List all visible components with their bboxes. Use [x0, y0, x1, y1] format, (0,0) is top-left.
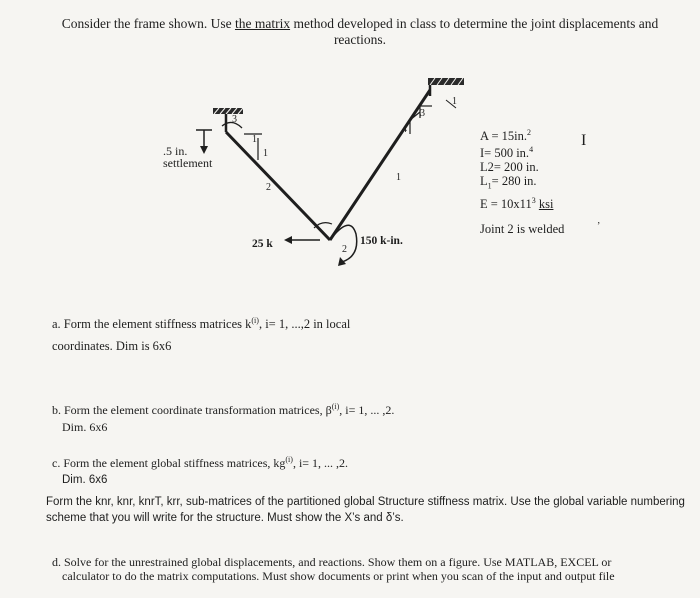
stray-mark: ’ [597, 221, 601, 232]
prop-length-1: $L_1= 280$ in. [480, 174, 537, 191]
horizontal-load-label: 25 k [252, 238, 273, 250]
question-a: a. Form the element stiffness matrices $k^{(i)}$, i= 1, ...,2 in local coordinates. Dim is 6x6 [52, 316, 351, 354]
settlement-label: settlement [163, 156, 213, 170]
prop-modulus: $E = 10x11^3$ ksi [480, 195, 554, 211]
intro-text-start: Consider the frame shown. Use [61, 16, 235, 31]
right-node-dof: 4 [402, 124, 407, 135]
question-b: b. Form the element coordinate transformation matrices, $\beta^{(i)}$, i= 1, ... ,2. Dim. 6x6 [52, 402, 395, 434]
question-form-k: Form the knr, knr, knrT, krr, sub-matrices of the partitioned global Structure stiffness matrix. Use the global variable numbering scheme that you will write for the structure. Must show the X’s and δ’s. [46, 496, 685, 524]
inertia-symbol: I [581, 132, 587, 149]
section-properties [480, 126, 553, 211]
moment-load-label: 150 k-in. [360, 235, 403, 247]
intro-underlined-text: the matrix [234, 16, 291, 31]
prop-length-2: L2= 200 in. [480, 160, 539, 175]
right-top-dof: 3 [420, 108, 425, 119]
intro-text-end: method developed in class to determine the joint displacements and [290, 16, 659, 31]
element-left-local-a: 1 [252, 134, 257, 145]
settlement-value: .5 in. [163, 144, 188, 158]
element-left-member [226, 132, 330, 240]
element-right-member [330, 90, 430, 240]
prop-inertia: I= 500 in.$^4$ [480, 145, 534, 161]
element-left-local-b: 1 [263, 148, 268, 159]
load-arrow-head [284, 236, 292, 244]
intro-text-line2: reactions. [333, 32, 387, 47]
weld-note: Joint 2 is welded [480, 222, 565, 236]
joint-label: 2 [342, 244, 347, 255]
settlement-arrow [196, 130, 212, 154]
prop-area: A = 15in.$^2$ [480, 128, 531, 144]
left-support-dof: 3 [232, 114, 237, 125]
right-fixed-support [428, 78, 464, 96]
element-left-label: 2 [266, 182, 271, 193]
question-c: c. Form the element global stiffness matrices, $kg^{(i)}$, i= 1, ... ,2. Dim. 6x6 [52, 455, 349, 486]
element-right-top-label: 1 [452, 96, 457, 107]
question-d: d. Solve for the unrestrained global displacements, and reactions. Show them on a figure. Use MATLAB, EXCEL or calculator to do the matrix computations. Must show documents or print when you scan of the input and output file [52, 555, 615, 583]
left-fixed-support [213, 108, 243, 132]
element-right-label: 1 [396, 172, 401, 183]
